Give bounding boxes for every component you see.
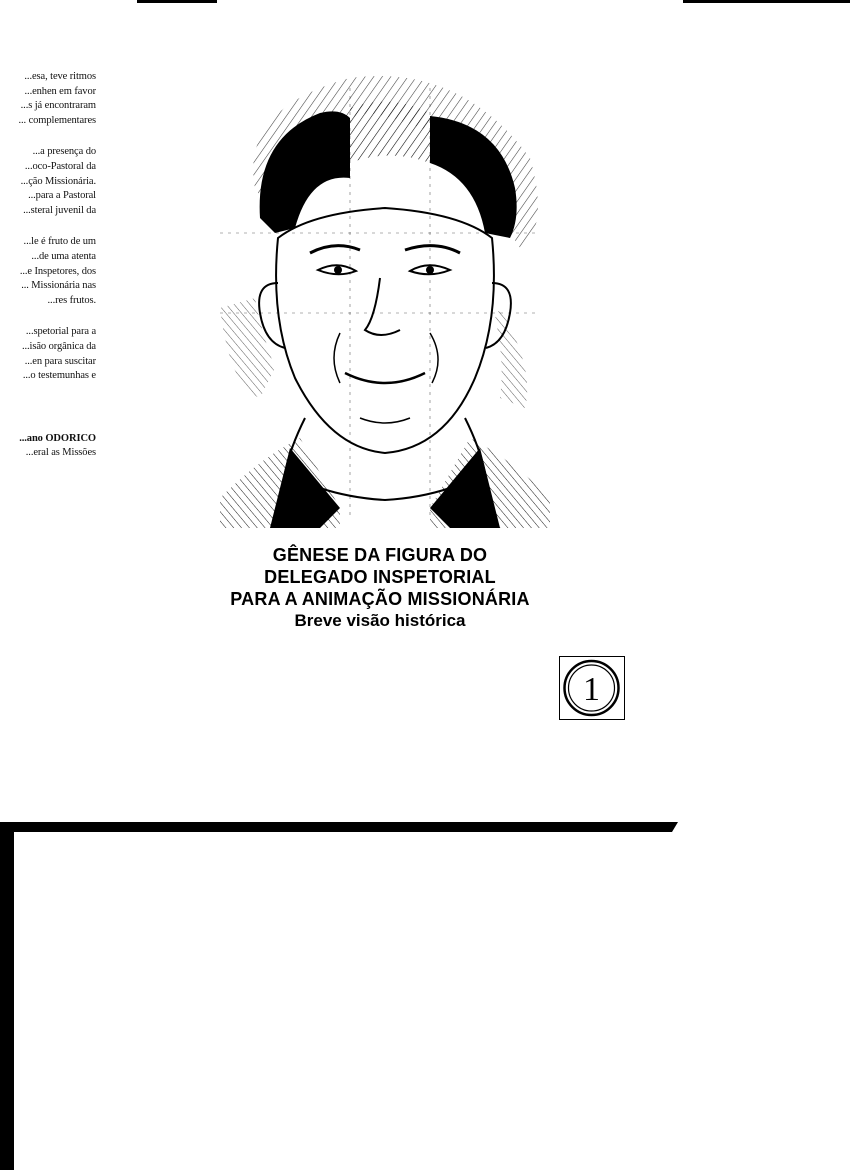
title-line-1: GÊNESE DA FIGURA DO	[272, 545, 488, 565]
bottom-border-frame	[0, 822, 850, 1170]
badge-number: 1	[583, 671, 600, 708]
top-edge-line-left	[137, 0, 217, 3]
title-line-2: DELEGADO INSPETORIAL	[264, 567, 496, 587]
left-paragraph-3: ...le é fruto de um ...de uma atenta ...e Inspetores, dos ... Missionária nas ...res frutos.	[19, 236, 96, 306]
left-paragraph-2: ...a presença do ...oco-Pastoral da ...ção Missionária. ...para a Pastoral ...steral juvenil da	[20, 146, 96, 216]
subtitle: Breve visão histórica	[294, 611, 466, 630]
left-paragraph-4: ...spetorial para a ...isão orgânica da ...en para suscitar ...o testemunhas e	[21, 326, 96, 382]
left-text-column	[0, 70, 96, 478]
title-line-3: PARA A ANIMAÇÃO MISSIONÁRIA	[230, 589, 530, 609]
left-signature: ...ano ODORICO ...eral as Missões	[19, 432, 96, 459]
circled-number-icon	[560, 657, 623, 718]
portrait-illustration	[200, 68, 560, 528]
chapter-number-badge	[559, 656, 625, 720]
top-edge-line-right	[683, 0, 850, 3]
title-block	[180, 544, 580, 632]
left-paragraph-1: ...esa, teve ritmos ...enhen em favor ...s já encontraram ... complementares	[18, 71, 96, 126]
